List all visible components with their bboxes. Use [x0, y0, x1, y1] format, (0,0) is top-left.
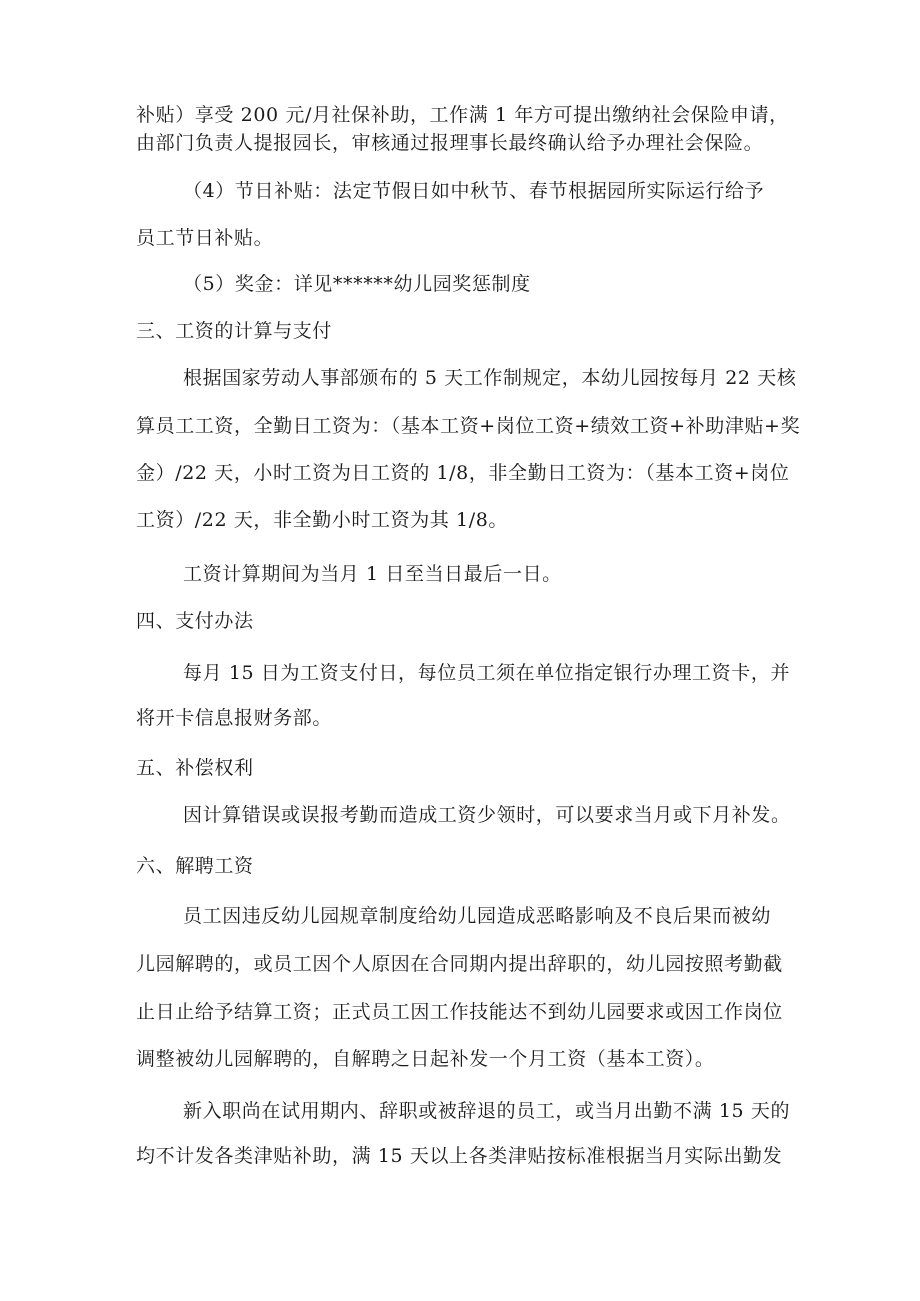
text-line: （4）节日补贴：法定节假日如中秋节、春节根据园所实际运行给予: [183, 180, 765, 202]
text-line: 补贴）享受 200 元/月社保补助，工作满 1 年方可提出缴纳社会保险申请，: [136, 104, 789, 126]
text-line: 新入职尚在试用期内、辞职或被辞退的员工，或当月出勤不满 15 天的: [183, 1100, 791, 1122]
text-line: 调整被幼儿园解聘的，自解聘之日起补发一个月工资（基本工资）。: [136, 1048, 715, 1070]
text-line: （5）奖金：详见******幼儿园奖惩制度: [183, 273, 531, 295]
section-heading: 五、补偿权利: [136, 757, 254, 779]
text-line: 每月 15 日为工资支付日，每位员工须在单位指定银行办理工资卡，并: [183, 662, 791, 684]
text-line: 金）/22 天，小时工资为日工资的 1/8，非全勤日工资为：（基本工资+岗位: [136, 462, 790, 484]
text-line: 工资计算期间为当月 1 日至当日最后一日。: [183, 563, 562, 585]
text-line: 儿园解聘的，或员工因个人原因在合同期内提出辞职的，幼儿园按照考勤截: [136, 953, 783, 975]
section-heading: 四、支付办法: [136, 610, 254, 632]
text-line: 算员工工资，全勤日工资为：（基本工资+岗位工资+绩效工资+补助津贴+奖: [136, 415, 801, 437]
text-line: 将开卡信息报财务部。: [136, 707, 333, 729]
text-line: 止日止给予结算工资；正式员工因工作技能达不到幼儿园要求或因工作岗位: [136, 1001, 783, 1023]
text-line: 员工因违反幼儿园规章制度给幼儿园造成恶略影响及不良后果而被幼: [183, 905, 772, 927]
text-line: 员工节日补贴。: [136, 227, 274, 249]
text-line: 工资）/22 天，非全勤小时工资为其 1/8。: [136, 509, 509, 531]
text-line: 由部门负责人提报园长，审核通过报理事长最终确认给予办理社会保险。: [136, 132, 764, 154]
section-heading: 三、工资的计算与支付: [136, 320, 333, 342]
section-heading: 六、解聘工资: [136, 855, 254, 877]
text-line: 均不计发各类津贴补助，满 15 天以上各类津贴按标准根据当月实际出勤发: [136, 1145, 783, 1167]
text-line: 根据国家劳动人事部颁布的 5 天工作制规定，本幼儿园按每月 22 天核: [183, 367, 797, 389]
text-line: 因计算错误或误报考勤而造成工资少领时，可以要求当月或下月补发。: [183, 804, 791, 826]
